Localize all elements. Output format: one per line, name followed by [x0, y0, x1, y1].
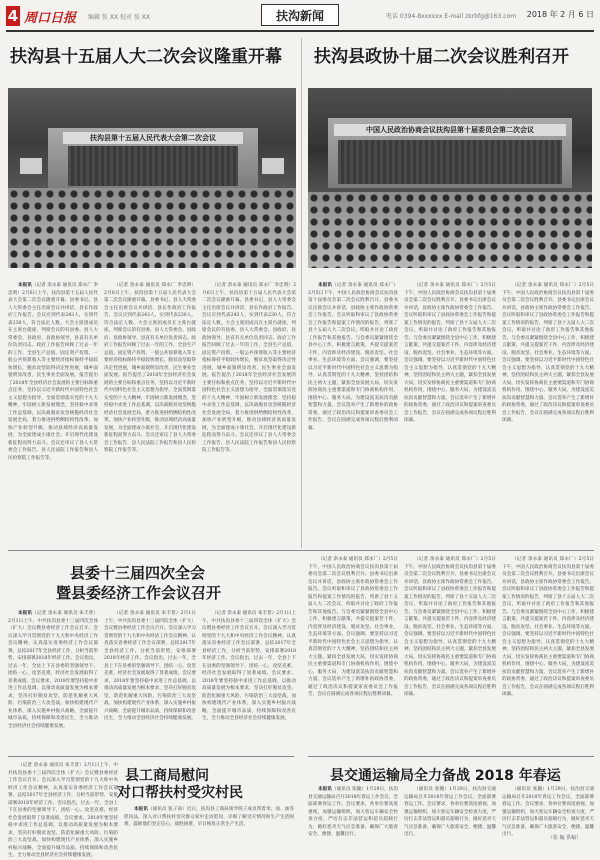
headline-aid — [117, 768, 243, 802]
article-body: （记者 余永泰 通讯员 郑永厂 李忠明）2月6日上午，扶沟县第十五届人民代表大会第二次会议隆重开幕。县委书记、县人大常委会主任出席会议并讲话，县长作政府工作报告。会议应到代表243人，实到代表230人，符合法定人数。大会主席团成员在主席台就座，列席会议的有县委、县人大常委会、县政府、县政协领导，县直有关单位负责同志。政府工作报告回顾了过去一年的工作，全县生产总值、固定资产投资、一般公共预算收入等主要经济指标保持平稳较快增长，脱贫攻坚取得决定性进展，城乡面貌明显改善，民生事业全面发展。报告提出了2018年全县经济社会发展的主要目标和重点任务，坚持以习近平新时代中国特色社会主义思想为指导，全面贯彻落实党的十九大精神，牢固树立新发展理念，坚持稳中求进工作总基调，以决战脱贫攻坚统揽经济社会发展全局，着力推进供给侧结构性改革，加快产业转型升级，推动县域经济高质量发展，为全面建成小康社会、开启现代化建设新征程而努力奋斗。会议还审议了县人大常委会工作报告、县人民法院工作报告和县人民检察院工作报告等。 — [104, 283, 196, 453]
photo-audience — [8, 188, 296, 268]
npc-meeting-photo — [8, 88, 296, 268]
contact-meta: 电话 0394-8xxxxxx E-mail zkrbfg@163.com — [386, 13, 517, 20]
cppcc-continuation-col1 — [308, 556, 398, 752]
npc-article-col3 — [202, 282, 296, 546]
column-divider — [301, 38, 302, 548]
cppcc-article-col1 — [308, 282, 398, 546]
headline-aid-line2: 对口帮扶村受灾村民 — [117, 785, 243, 801]
npc-article-col2 — [104, 282, 196, 546]
section-divider — [8, 550, 594, 551]
photo-banner-text: 中国人民政治协商会议扶沟县第十届委员会第二次会议 — [334, 124, 566, 136]
npc-article-col1 — [8, 282, 98, 546]
section-title: 扶沟新闻 — [261, 4, 339, 26]
cppcc-meeting-photo — [308, 88, 592, 268]
article-body: （通讯员 张毓）1月29日，扶沟县交通运输局召开2018年春运工作会议，全面部署春运工作。会议要求，各单位要高度重视，加强运输组织，加大客运车辆安全检查力度，严厉打击非法营运和超员超载行为，做好恶劣天气应急准备，确保广大旅客安全、便捷、温馨出行。 — [502, 787, 594, 837]
article-lead: 本报讯 — [134, 807, 148, 812]
cppcc-article-col3 — [502, 282, 594, 546]
publication-date: 2018 年 2 月 6 日 — [526, 10, 594, 19]
article-body: （记者 余永泰 通讯员 郑永厂）2月5日下午，中国人民政治协商会议扶沟县第十届委员会第二次会议胜利召开。县委书记出席会议并讲话，县政协主席作政协常委会工作报告。会议听取和审议了县政协常委会工作报告和提案工作情况的报告，列席了县十五届人大二次会议，听取并讨论了政府工作报告和其他报告。与会委员紧紧围绕全县中心工作，积极建言献策，共提交提案若干件，内容涉及经济建设、脱贫攻坚、社会事业、生态环境等方面。会议强调，要坚持以习近平新时代中国特色社会主义思想为指导，认真贯彻党的十九大精神，坚持团结和民主两大主题，紧扣全县发展大局，切实发挥协商民主重要渠道和专门协商机构作用，围绕中心、服务大局，为建设富美扶沟贡献智慧和力量。会议选举产生了新增补的政协常委，通过了政治决议和提案审查委员会工作报告，会议在圆满完成各项议程后胜利闭幕。 — [308, 557, 398, 697]
article-body: （通讯员 张毓）1月29日，扶沟县交通运输局召开2018年春运工作会议，全面部署春运工作。会议要求，各单位要高度重视，加强运输组织，加大客运车辆安全检查力度，严厉打击非法营运和超员超载行为，做好恶劣天气应急准备，确保广大旅客安全、便捷、温馨出行。 — [404, 787, 496, 837]
article-body: （记者 余永泰 通讯员 朱丰普）2月1日上午，中共扶沟县委十三届四次全体（扩大）会议暨县委经济工作会议召开。会议深入学习贯彻党的十九大和中央经济工作会议精神，认真落实省委经济工作会议部署，总结2017年全县经济工作，分析当前形势，安排部署2018年经济工作。会议指出，过去一年，全县上下在县委的坚强领导下，团结一心、攻坚克难，经济社会发展取得了显著成绩。会议要求，2018年要坚持稳中求进工作总基调，以推动高质量发展为根本要求，坚决打好脱贫攻坚、防范化解重大风险、污染防治三大攻坚战，加快构建现代产业体系，深入实施乡村振兴战略，全面提升城市品质，持续保障和改善民生，全力推动全县经济社会持续健康发展。 — [8, 611, 98, 729]
article-body: （记者 余永泰 通讯员 郑永厂）2月5日下午，中国人民政治协商会议扶沟县第十届委员会第二次会议胜利召开。县委书记出席会议并讲话，县政协主席作政协常委会工作报告。会议听取和审议了县政协常委会工作报告和提案工作情况的报告，列席了县十五届人大二次会议，听取并讨论了政府工作报告和其他报告。与会委员紧紧围绕全县中心工作，积极建言献策，共提交提案若干件，内容涉及经济建设、脱贫攻坚、社会事业、生态环境等方面。会议强调，要坚持以习近平新时代中国特色社会主义思想为指导，认真贯彻党的十九大精神，坚持团结和民主两大主题，紧扣全县发展大局，切实发挥协商民主重要渠道和专门协商机构作用，围绕中心、服务大局，为建设富美扶沟贡献智慧和力量。会议选举产生了新增补的政协常委，通过了政治决议和提案审查委员会工作报告，会议在圆满完成各项议程后胜利闭幕。 — [404, 557, 496, 697]
transport-article-col3 — [502, 786, 594, 837]
transport-article-col2 — [404, 786, 496, 842]
article-body: （记者 余永泰 通讯员 郑永厂）2月5日下午，中国人民政治协商会议扶沟县第十届委员会第二次会议胜利召开。县委书记出席会议并讲话，县政协主席作政协常委会工作报告。会议听取和审议了县政协常委会工作报告和提案工作情况的报告，列席了县十五届人大二次会议，听取并讨论了政府工作报告和其他报告。与会委员紧紧围绕全县中心工作，积极建言献策，共提交提案若干件，内容涉及经济建设、脱贫攻坚、社会事业、生态环境等方面。会议强调，要坚持以习近平新时代中国特色社会主义思想为指导，认真贯彻党的十九大精神，坚持团结和民主两大主题，紧扣全县发展大局，切实发挥协商民主重要渠道和专门协商机构作用，围绕中心、服务大局，为建设富美扶沟贡献智慧和力量。会议选举产生了新增补的政协常委，通过了政治决议和提案审查委员会工作报告，会议在圆满完成各项议程后胜利闭幕。 — [502, 557, 594, 697]
photo-screen-right — [262, 158, 284, 174]
article-body: （记者 余永泰 通讯员 朱丰普）2月1日上午，中共扶沟县委十三届四次全体（扩大）会议暨县委经济工作会议召开。会议深入学习贯彻党的十九大和中央经济工作会议精神，认真落实省委经济工作会议部署，总结2017年全县经济工作，分析当前形势，安排部署2018年经济工作。会议指出，过去一年，全县上下在县委的坚强领导下，团结一心、攻坚克难，经济社会发展取得了显著成绩。会议要求，2018年要坚持稳中求进工作总基调，以推动高质量发展为根本要求，坚决打好脱贫攻坚、防范化解重大风险、污染防治三大攻坚战，加快构建现代产业体系，深入实施乡村振兴战略，全面提升城市品质，持续保障和改善民生，全力推动全县经济社会持续健康发展。 — [202, 611, 296, 721]
photo-audience — [308, 192, 592, 268]
photo-curtain — [68, 146, 238, 186]
article-body: （记者 余永泰 通讯员 朱丰普）2月1日上午，中共扶沟县委十三届四次全体（扩大）会议暨县委经济工作会议召开。会议深入学习贯彻党的十九大和中央经济工作会议精神，认真落实省委经济工作会议部署，总结2017年全县经济工作，分析当前形势，安排部署2018年经济工作。会议指出，过去一年，全县上下在县委的坚强领导下，团结一心、攻坚克难，经济社会发展取得了显著成绩。会议要求，2018年要坚持稳中求进工作总基调，以推动高质量发展为根本要求，坚决打好脱贫攻坚、防范化解重大风险、污染防治三大攻坚战，加快构建现代产业体系，深入实施乡村振兴战略，全面提升城市品质，持续保障和改善民生，全力推动全县经济社会持续健康发展。 — [8, 763, 118, 858]
econ-article-col1 — [8, 610, 98, 750]
article-lead: 本报讯 — [18, 611, 33, 616]
photo-curtain — [338, 140, 562, 184]
article-body: （记者 余永泰 通讯员 朱丰普）2月1日上午，中共扶沟县委十三届四次全体（扩大）会议暨县委经济工作会议召开。会议深入学习贯彻党的十九大和中央经济工作会议精神，认真落实省委经济工作会议部署，总结2017年全县经济工作，分析当前形势，安排部署2018年经济工作。会议指出，过去一年，全县上下在县委的坚强领导下，团结一心、攻坚克难，经济社会发展取得了显著成绩。会议要求，2018年要坚持稳中求进工作总基调，以推动高质量发展为根本要求，坚决打好脱贫攻坚、防范化解重大风险、污染防治三大攻坚战，加快构建现代产业体系，深入实施乡村振兴战略，全面提升城市品质，持续保障和改善民生，全力推动全县经济社会持续健康发展。 — [104, 611, 196, 721]
masthead — [6, 4, 594, 28]
econ-continuation — [8, 762, 118, 858]
newspaper-logo: 周口日报 — [24, 10, 77, 26]
photo-screen-left — [20, 158, 42, 174]
cppcc-continuation-col2 — [404, 556, 496, 752]
article-lead: 本报讯 — [18, 283, 32, 288]
article-body: （记者 余永泰 通讯员 郑永厂 李忠明）2月6日上午，扶沟县第十五届人民代表大会第二次会议隆重开幕。县委书记、县人大常委会主任出席会议并讲话，县长作政府工作报告。会议应到代表243人，实到代表230人，符合法定人数。大会主席团成员在主席台就座，列席会议的有县委、县人大常委会、县政府、县政协领导，县直有关单位负责同志。政府工作报告回顾了过去一年的工作，全县生产总值、固定资产投资、一般公共预算收入等主要经济指标保持平稳较快增长，脱贫攻坚取得决定性进展，城乡面貌明显改善，民生事业全面发展。报告提出了2018年全县经济社会发展的主要目标和重点任务，坚持以习近平新时代中国特色社会主义思想为指导，全面贯彻落实党的十九大精神，牢固树立新发展理念，坚持稳中求进工作总基调，以决战脱贫攻坚统揽经济社会发展全局，着力推进供给侧结构性改革，加快产业转型升级，推动县域经济高质量发展，为全面建成小康社会、开启现代化建设新征程而努力奋斗。会议还审议了县人大常委会工作报告、县人民法院工作报告和县人民检察院工作报告等。 — [202, 283, 296, 453]
article-lead: 本报讯 — [318, 283, 333, 288]
transport-article-col1 — [308, 786, 398, 842]
section-divider — [308, 756, 594, 757]
page-number: 4 — [7, 7, 19, 25]
photo-banner-text: 扶沟县第十五届人民代表大会第二次会议 — [63, 132, 243, 144]
article-body: （记者 余永泰 通讯员 郑永厂）2月5日下午，中国人民政治协商会议扶沟县第十届委员会第二次会议胜利召开。县委书记出席会议并讲话，县政协主席作政协常委会工作报告。会议听取和审议了县政协常委会工作报告和提案工作情况的报告，列席了县十五届人大二次会议，听取并讨论了政府工作报告和其他报告。与会委员紧紧围绕全县中心工作，积极建言献策，共提交提案若干件，内容涉及经济建设、脱贫攻坚、社会事业、生态环境等方面。会议强调，要坚持以习近平新时代中国特色社会主义思想为指导，认真贯彻党的十九大精神，坚持团结和民主两大主题，紧扣全县发展大局，切实发挥协商民主重要渠道和专门协商机构作用，围绕中心、服务大局，为建设富美扶沟贡献智慧和力量。会议选举产生了新增补的政协常委，通过了政治决议和提案审查委员会工作报告，会议在圆满完成各项议程后胜利闭幕。 — [308, 283, 398, 431]
article-body: （记者 余永泰 通讯员 郑永厂 李忠明）2月6日上午，扶沟县第十五届人民代表大会第二次会议隆重开幕。县委书记、县人大常委会主任出席会议并讲话，县长作政府工作报告。会议应到代表243人，实到代表230人，符合法定人数。大会主席团成员在主席台就座，列席会议的有县委、县人大常委会、县政府、县政协领导，县直有关单位负责同志。政府工作报告回顾了过去一年的工作，全县生产总值、固定资产投资、一般公共预算收入等主要经济指标保持平稳较快增长，脱贫攻坚取得决定性进展，城乡面貌明显改善，民生事业全面发展。报告提出了2018年全县经济社会发展的主要目标和重点任务，坚持以习近平新时代中国特色社会主义思想为指导，全面贯彻落实党的十九大精神，牢固树立新发展理念，坚持稳中求进工作总基调，以决战脱贫攻坚统揽经济社会发展全局，着力推进供给侧结构性改革，加快产业转型升级，推动县域经济高质量发展，为全面建成小康社会、开启现代化建设新征程而努力奋斗。会议还审议了县人大常委会工作报告、县人民法院工作报告和县人民检察院工作报告等。 — [8, 283, 98, 461]
transport-signature: （张 毓 供稿） — [548, 835, 582, 841]
headline-npc: 扶沟县十五届人大二次会议隆重开幕 — [10, 47, 282, 67]
editor-meta: 编辑 张 XX 校对 张 XX — [88, 13, 150, 21]
headline-cppcc: 扶沟县政协十届二次会议胜利召开 — [314, 47, 569, 67]
headline-transport: 县交通运输局全力备战 2018 年春运 — [330, 768, 561, 784]
article-body: （通讯员 张毓）1月29日，扶沟县交通运输局召开2018年春运工作会议，全面部署春运工作。会议要求，各单位要高度重视，加强运输组织，加大客运车辆安全检查力度，严厉打击非法营运和超员超载行为，做好恶劣天气应急准备，确保广大旅客安全、便捷、温馨出行。 — [308, 787, 398, 837]
masthead-rule — [6, 30, 594, 32]
cppcc-article-col2 — [404, 282, 496, 546]
cppcc-continuation-col3 — [502, 556, 594, 752]
headline-aid-line1: 县工商局慰问 — [125, 768, 209, 784]
article-body: （通讯员 张子南）近日，扶沟县工商局领导班子成员带着米、面、油等慰问品，深入对口帮扶村受灾群众家中走访慰问，详细了解受灾情况和生产生活困难，鼓励他们坚定信心、战胜困难，早日恢复正常生产生活。 — [124, 807, 294, 827]
headline-econ — [56, 563, 222, 603]
section-divider — [8, 756, 294, 757]
econ-article-col3 — [202, 610, 296, 750]
headline-econ-line2: 暨县委经济工作会议召开 — [56, 584, 222, 602]
econ-article-col2 — [104, 610, 196, 750]
article-lead: 本报讯 — [318, 787, 332, 792]
article-body: （记者 余永泰 通讯员 郑永厂）2月5日下午，中国人民政治协商会议扶沟县第十届委员会第二次会议胜利召开。县委书记出席会议并讲话，县政协主席作政协常委会工作报告。会议听取和审议了县政协常委会工作报告和提案工作情况的报告，列席了县十五届人大二次会议，听取并讨论了政府工作报告和其他报告。与会委员紧紧围绕全县中心工作，积极建言献策，共提交提案若干件，内容涉及经济建设、脱贫攻坚、社会事业、生态环境等方面。会议强调，要坚持以习近平新时代中国特色社会主义思想为指导，认真贯彻党的十九大精神，坚持团结和民主两大主题，紧扣全县发展大局，切实发挥协商民主重要渠道和专门协商机构作用，围绕中心、服务大局，为建设富美扶沟贡献智慧和力量。会议选举产生了新增补的政协常委，通过了政治决议和提案审查委员会工作报告，会议在圆满完成各项议程后胜利闭幕。 — [404, 283, 496, 423]
headline-econ-line1: 县委十三届四次全会 — [70, 564, 206, 582]
aid-article-body — [124, 806, 294, 842]
article-body: （记者 余永泰 通讯员 郑永厂）2月5日下午，中国人民政治协商会议扶沟县第十届委员会第二次会议胜利召开。县委书记出席会议并讲话，县政协主席作政协常委会工作报告。会议听取和审议了县政协常委会工作报告和提案工作情况的报告，列席了县十五届人大二次会议，听取并讨论了政府工作报告和其他报告。与会委员紧紧围绕全县中心工作，积极建言献策，共提交提案若干件，内容涉及经济建设、脱贫攻坚、社会事业、生态环境等方面。会议强调，要坚持以习近平新时代中国特色社会主义思想为指导，认真贯彻党的十九大精神，坚持团结和民主两大主题，紧扣全县发展大局，切实发挥协商民主重要渠道和专门协商机构作用，围绕中心、服务大局，为建设富美扶沟贡献智慧和力量。会议选举产生了新增补的政协常委，通过了政治决议和提案审查委员会工作报告，会议在圆满完成各项议程后胜利闭幕。 — [502, 283, 594, 423]
